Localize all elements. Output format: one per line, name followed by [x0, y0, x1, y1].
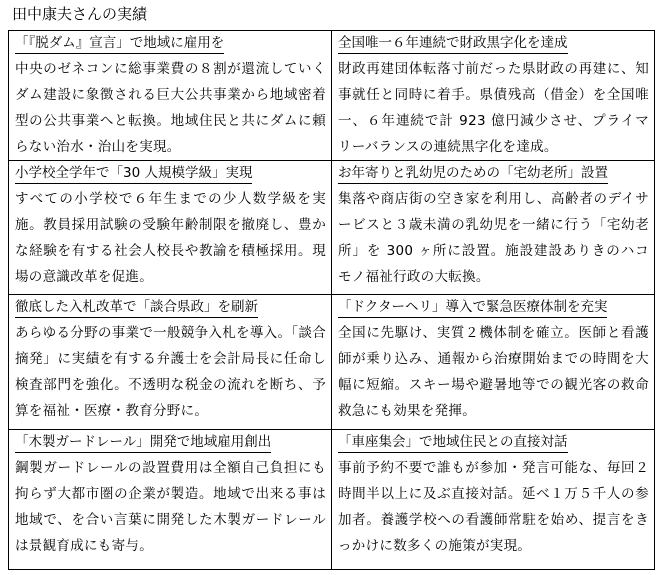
- achievement-heading: お年寄りと乳幼児のための「宅幼老所」設置: [338, 164, 608, 184]
- achievement-body: 集落や商店街の空き家を利用し、高齢者のデイサービスと３歳未満の乳幼児を一緒に行う「宅幼老所」を 300 ヶ所に設置。施設建設ありきのハコモノ福祉行政の大転換。: [338, 191, 649, 285]
- achievements-table: [8, 30, 655, 570]
- achievement-cell-dam: [9, 31, 332, 161]
- achievement-body: 中央のゼネコンに総事業費の８割が還流していくダム建設に象徴される巨大公共事業から地域密着型の公共事業へと転換。地域住民と共にダムに頼らない治水・治山を実現。: [15, 61, 326, 155]
- document-title: 田中康夫さんの実績: [12, 5, 148, 23]
- achievement-heading: 徹底した入札改革で「談合県政」を刷新: [15, 298, 258, 318]
- achievement-body: 鋼製ガードレールの設置費用は全額自己負担にも拘らず大都市圏の企業が製造。地域で出来る事は地域で、を合い言葉に開発した木製ガードレールは景観育成にも寄与。: [15, 460, 326, 554]
- achievement-heading: 「木製ガードレール」開発で地域雇用創出: [15, 433, 271, 453]
- achievement-cell-care-houses: [332, 161, 655, 295]
- achievement-cell-bidding: [9, 295, 332, 430]
- achievement-body: 事前予約不要で誰もが参加・発言可能な、毎回２時間半以上に及ぶ直接対話。延べ１万５千人の参加者。養護学校への看護師常駐を始め、提言をきっかけに数多くの施策が実現。: [338, 460, 649, 554]
- achievement-body: 財政再建団体転落寸前だった県財政の再建に、知事就任と同時に着手。県債残高（借金）を全国唯一、６年連続で計 923 億円減少させ、プライマリーバランスの連続黒字化を達成。: [338, 61, 649, 155]
- achievement-cell-town-meetings: [332, 430, 655, 570]
- achievement-body: あらゆる分野の事業で一般競争入札を導入。「談合摘発」に実績を有する弁護士を会計局長に任命し検査部門を強化。不透明な税金の流れを断ち、予算を福祉・医療・教育分野に。: [15, 325, 326, 419]
- achievement-heading: 「車座集会」で地域住民との直接対話: [338, 433, 568, 453]
- table-row: [9, 295, 655, 430]
- achievement-heading: 「ドクターヘリ」導入で緊急医療体制を充実: [338, 298, 607, 318]
- table-row: [9, 31, 655, 161]
- table-row: [9, 161, 655, 295]
- achievement-cell-finance: [332, 31, 655, 161]
- achievement-heading: 全国唯一６年連続で財政黒字化を達成: [338, 34, 568, 54]
- table-row: [9, 430, 655, 570]
- achievement-heading: 小学校全学年で「30 人規模学級」実現: [15, 164, 252, 184]
- achievement-cell-guardrail: [9, 430, 332, 570]
- achievement-body: 全国に先駆け、実質２機体制を確立。医師と看護師が乗り込み、通報から治療開始までの時間を大幅に短縮。スキー場や避暑地等での観光客の救命救急にも効果を発揮。: [338, 325, 649, 419]
- achievement-heading: 「『脱ダム』宣言」で地域に雇用を: [15, 34, 224, 54]
- achievement-body: すべての小学校で６年生までの少人数学級を実施。教員採用試験の受験年齢制限を撤廃し、豊かな経験を有する社会人校長や教諭を積極採用。現場の意識改革を促進。: [15, 191, 326, 285]
- achievement-cell-class-size: [9, 161, 332, 295]
- achievement-cell-doctor-heli: [332, 295, 655, 430]
